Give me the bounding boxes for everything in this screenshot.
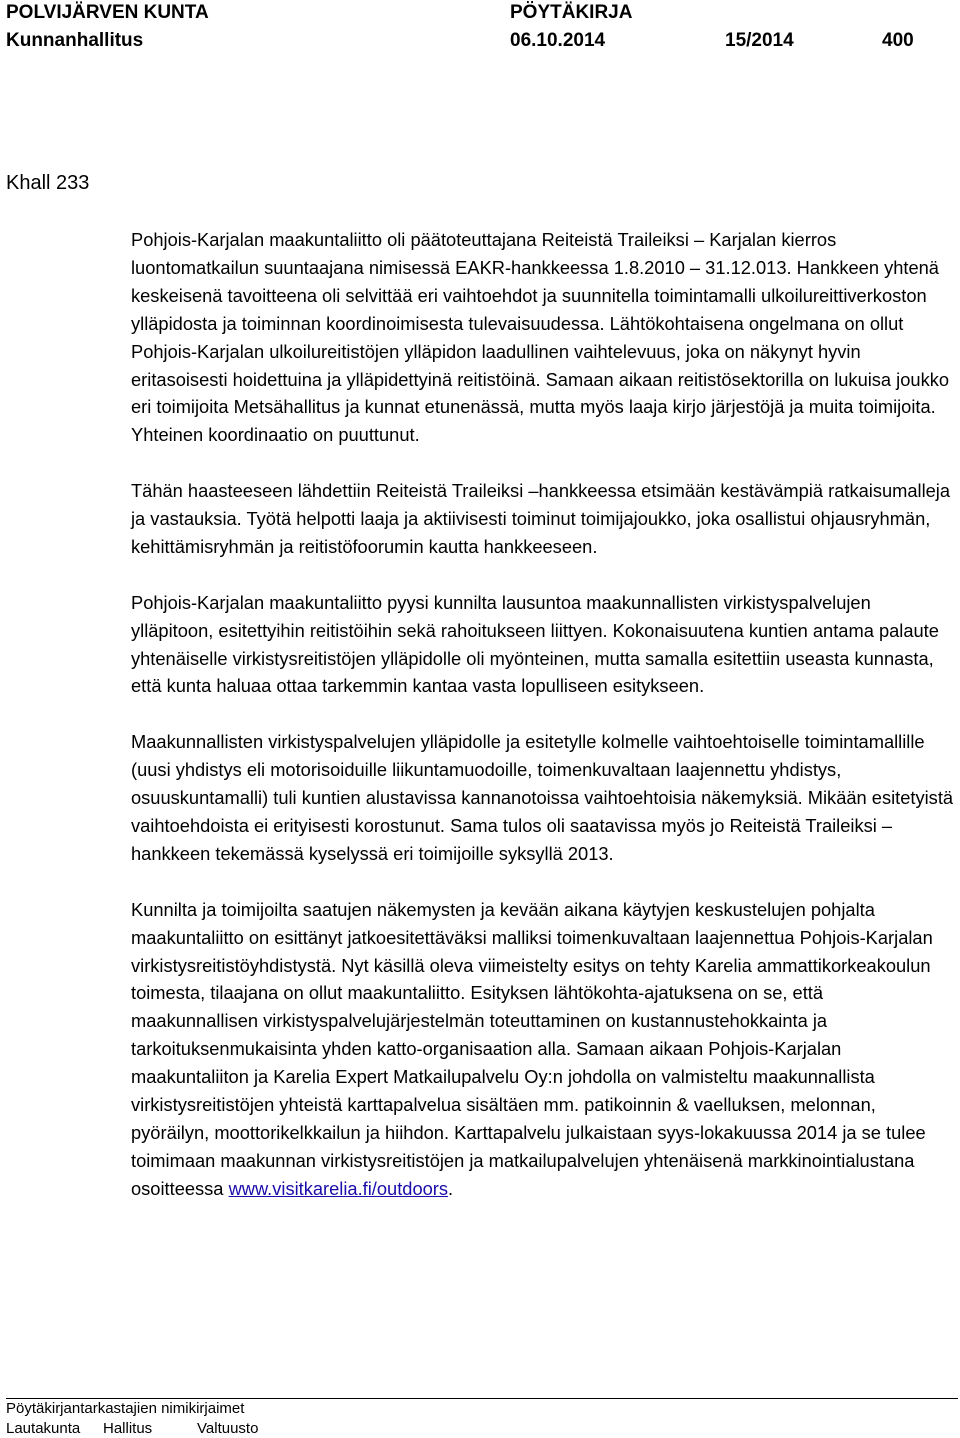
paragraph: Tähän haasteeseen lähdettiin Reiteistä Traileiksi –hankkeessa etsimään kestävämpiä ratkaisumalleja ja vastauksia. Työtä helpotti laaja ja aktiivisesti toiminut toimijajoukko, joka osallistui ohjausryhmän, kehittämisryhmän ja reitistöfoorumin kautta hankkeeseen. [131, 480, 951, 557]
paragraph: Pohjois-Karjalan maakuntaliitto oli päätoteuttajana Reiteistä Traileiksi – Karjalan kierros luontomatkailun suuntaajana nimisessä EAKR-hankkeessa 1.8.2010 – 31.12.013. Hankkeen yhtenä keskeisenä tavoitteena oli selvittää eri vaihtoehdot ja suunnitella toimintamalli ulkoilureittiverkoston ylläpidosta ja toiminnan koordinoimisesta tulevaisuudessa. Lähtökohtaisena ongelmana on ollut Pohjois-Karjalan ulkoilureitistöjen ylläpidon laadullinen vaihtelevuus, joka on näkynyt hyvin eritasoisesti hoidettuina ja ylläpidettyinä reitistöinä. Samaan aikaan reitistösektorilla on lukuisa joukko eri toimijoita Metsähallitus ja kunnat etunenässä, mutta myös laaja kirjo järjestöjä ja muita toimijoita. Yhteinen koordinaatio on puuttunut. [131, 229, 950, 446]
visitkarelia-link[interactable]: www.visitkarelia.fi/outdoors [228, 1177, 449, 1199]
sentence-end: . [448, 1177, 454, 1199]
footer-title: Pöytäkirjantarkastajien nimikirjaimet [6, 1400, 245, 1417]
document-body [131, 226, 955, 1203]
footer-label-valtuusto: Valtuusto [197, 1420, 259, 1437]
document-type: PÖYTÄKIRJA [510, 2, 633, 23]
footer-label-hallitus: Hallitus [103, 1420, 153, 1437]
paragraph-text: Kunnilta ja toimijoilta saatujen näkemysten ja kevään aikana käytyjen keskustelujen pohjalta maakuntaliitto on esittänyt jatkoesitettäväksi malliksi toimenkuvaltaan laajennettua Pohjois-Karjalan virkistysreitistöyhdistystä. Nyt käsillä oleva viimeistelty esitys on tehty Karelia ammattikorkeakoulun toimesta, tilaajana on ollut maakuntaliitto. Esityksen lähtökohta-ajatuksena on se, että maakunnallisen virkistyspalvelujärjestelmän toteuttaminen on kustannustehokkainta ja tarkoituksenmukaisinta yhden katto-organisaation alla. Samaan aikaan Pohjois-Karjalan maakuntaliiton ja Karelia Expert Matkailupalvelu Oy:n johdolla on valmisteltu maakunnallista virkistysreitistöjen yhteistä karttapalvelua sisältäen mm. patikoinnin & vaelluksen, melonnan, pyöräilyn, moottorikelkkailun ja hiihdon. Karttapalvelu julkaistaan syys-lokakuussa 2014 ja se tulee toimimaan maakunnan virkistysreitistöjen ja matkailupalvelujen yhtenäisenä markkinointialustana osoitteessa [131, 898, 933, 1199]
governing-body: Kunnanhallitus [6, 30, 144, 51]
meeting-number: 15/2014 [725, 30, 794, 51]
page-number: 400 [882, 30, 914, 51]
footer-label-lautakunta: Lautakunta [6, 1420, 81, 1437]
paragraph-with-link [131, 896, 955, 1203]
footer-divider [6, 1398, 958, 1399]
organization-name: POLVIJÄRVEN KUNTA [6, 2, 209, 23]
section-label: Khall 233 [6, 172, 90, 194]
paragraph: Maakunnallisten virkistyspalvelujen ylläpidolle ja esitetylle kolmelle vaihtoehtoiselle toimintamallille (uusi yhdistys eli motorisoiduille liikuntamuodoille, toimenkuvaltaan laajennettu yhdistys, osuuskuntamalli) tuli kuntien alustavissa kannanotoissa vaihtoehtoisia näkemyksiä. Mikään esitetyistä vaihtoehdoista ei erityisesti korostunut. Sama tulos oli saatavissa myös jo Reiteistä Traileiksi –hankkeen tekemässä kyselyssä eri toimijoille syksyllä 2013. [131, 731, 954, 864]
meeting-date: 06.10.2014 [510, 30, 606, 51]
paragraph: Pohjois-Karjalan maakuntaliitto pyysi kunnilta lausuntoa maakunnallisten virkistyspalvelujen ylläpitoon, esitettyihin reitistöihin sekä rahoitukseen liittyen. Kokonaisuutena kuntien antama palaute yhtenäiselle virkistysreitistöjen ylläpidolle oli myönteinen, mutta samalla esitettiin useasta kunnasta, että kunta haluaa ottaa tarkemmin kantaa vasta lopulliseen esitykseen. [131, 591, 939, 697]
footer-signature-labels [6, 1420, 258, 1438]
document-header [6, 0, 936, 60]
